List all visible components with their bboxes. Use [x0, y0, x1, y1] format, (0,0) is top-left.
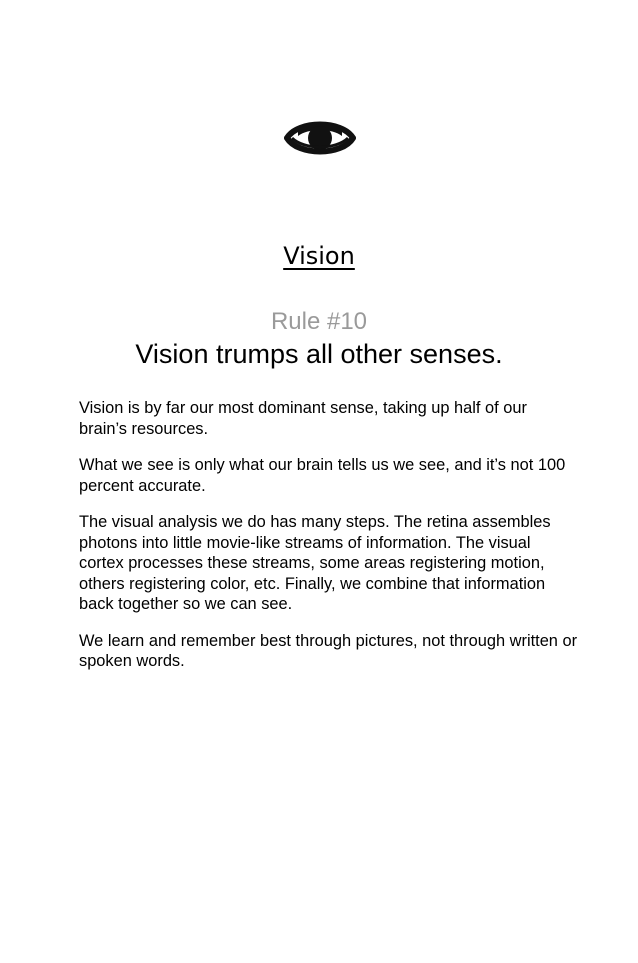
- paragraph: What we see is only what our brain tells us we see, and it’s not 100 percent accurate.: [79, 456, 566, 495]
- eye-icon: [284, 116, 356, 160]
- body-text: [79, 398, 579, 688]
- paragraph: We learn and remember best through pictures, not through written or spoken words.: [79, 631, 578, 670]
- paragraph: The visual analysis we do has many steps. The retina assembles photons into little movie-like streams of information. The visual cortex processes these streams, some areas registering motion, others registering color, etc. Finally, we combine that information back together so we can see.: [79, 513, 551, 613]
- rule-number: Rule #10: [270, 308, 368, 335]
- rule-statement: Vision trumps all other senses.: [135, 339, 503, 369]
- paragraph: Vision is by far our most dominant sense, taking up half of our brain’s resources.: [79, 399, 527, 438]
- chapter-title: Vision: [283, 242, 355, 270]
